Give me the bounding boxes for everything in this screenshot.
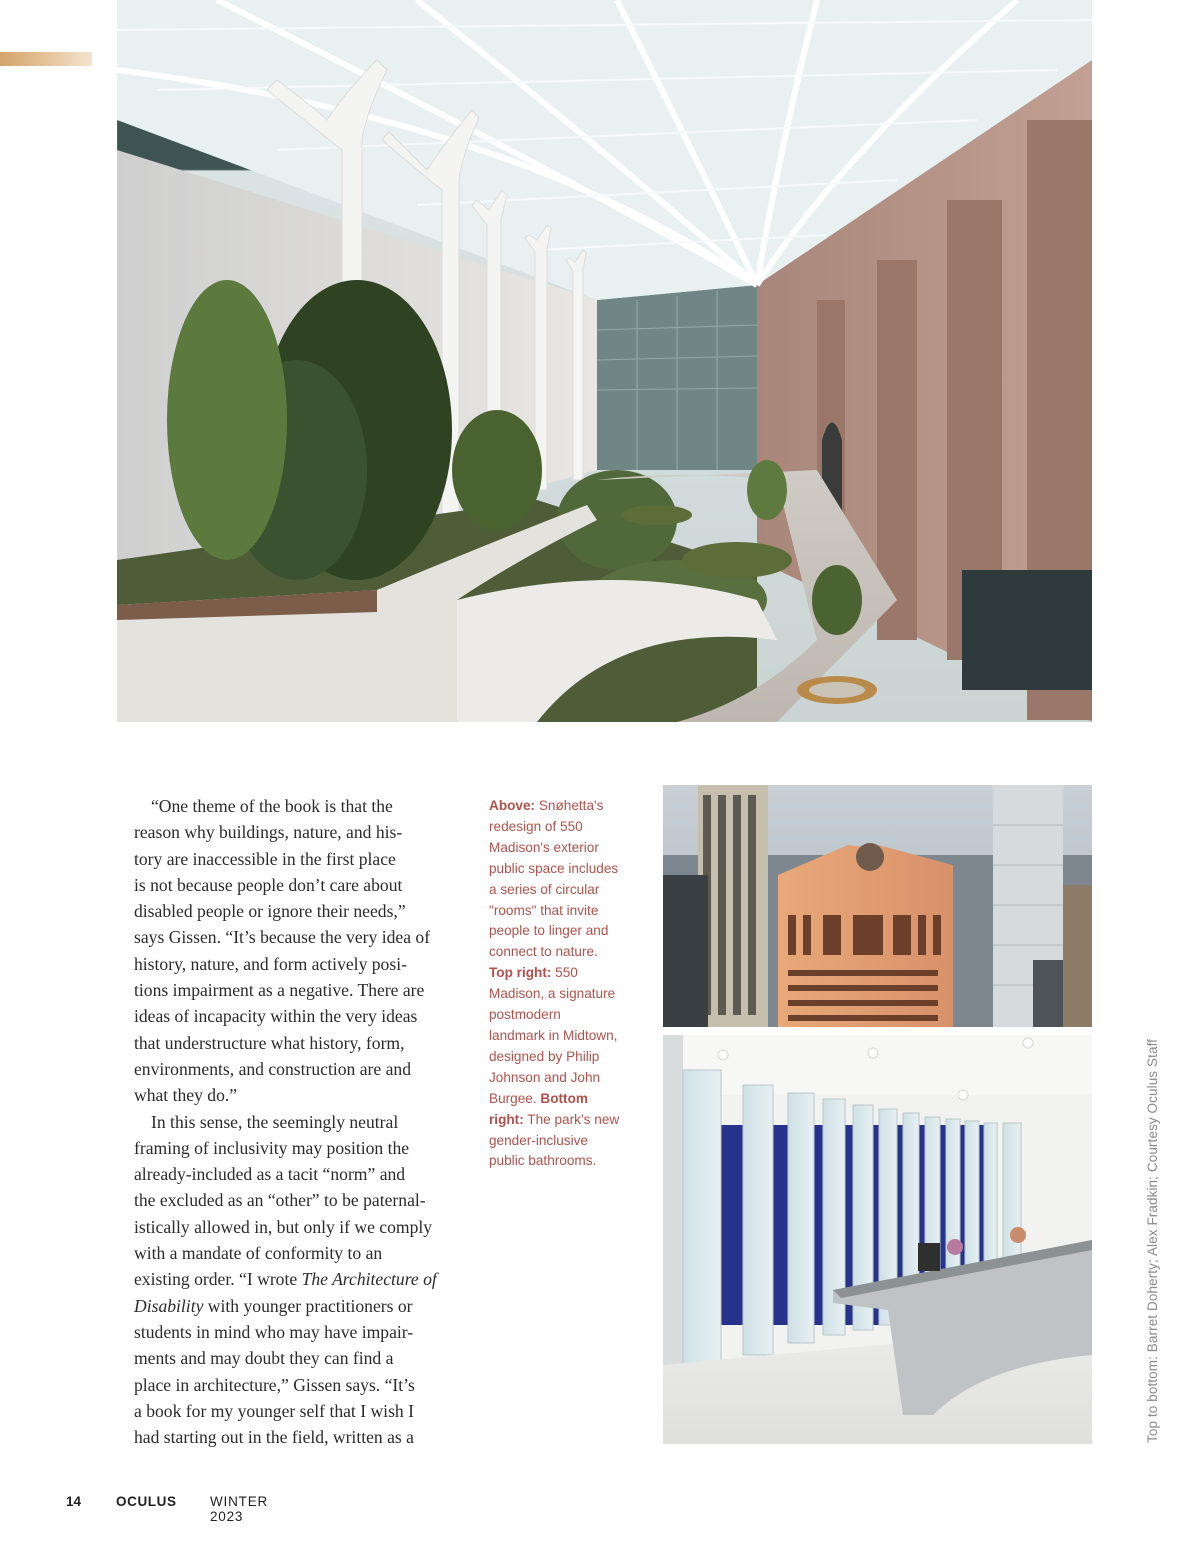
caption-line: landmark in Midtown,: [489, 1027, 618, 1043]
text-line: tions impairment as a negative. There are: [134, 980, 425, 1001]
text-line: is not because people don’t care about: [134, 874, 403, 895]
text-line: with a mandate of conformity to an: [134, 1243, 383, 1264]
photo-public-bathrooms: [663, 1035, 1092, 1444]
photo-caption: [489, 796, 639, 1172]
caption-line: Madison, a signature: [489, 986, 616, 1002]
text-line: framing of inclusivity may position the: [134, 1137, 410, 1158]
caption-line: a series of circular: [489, 881, 600, 897]
tower-illustration: [663, 785, 1092, 1027]
caption-label-bottom-right: Bottom: [540, 1090, 588, 1106]
text-line: had starting out in the field, written as a: [134, 1427, 414, 1448]
text-line: [117, 1293, 423, 1319]
caption-line: connect to nature.: [489, 944, 598, 960]
magazine-name: OCULUS: [116, 1494, 177, 1509]
caption-line: [489, 1089, 639, 1110]
caption-line: [489, 796, 639, 817]
caption-line: [489, 1110, 639, 1131]
text-line: environments, and construction are and: [134, 1058, 412, 1079]
hero-photo-atrium: [117, 0, 1092, 722]
atrium-illustration: [117, 0, 1092, 722]
text-line: ideas of incapacity within the very ideas: [134, 1006, 418, 1027]
caption-line: [489, 963, 639, 984]
paragraph-2: [117, 1109, 437, 1451]
text-line: history, nature, and form actively posi-: [134, 953, 407, 974]
text-line: reason why buildings, nature, and his-: [134, 822, 403, 843]
caption-text: Burgee.: [489, 1090, 541, 1106]
paragraph-1: [117, 793, 431, 1109]
caption-line: Johnson and John: [489, 1069, 601, 1085]
accent-bar: [0, 52, 92, 66]
text-line: disabled people or ignore their needs,”: [134, 901, 406, 922]
text-line: istically allowed in, but only if we comply: [134, 1216, 433, 1237]
caption-line: Madison's exterior: [489, 839, 599, 855]
article-body: [117, 793, 437, 1450]
text-line: “One theme of the book is that the: [151, 796, 393, 816]
text-line: tory are inaccessible in the first place: [134, 848, 396, 869]
caption-line: postmodern: [489, 1007, 561, 1023]
text-line: students in mind who may have impair-: [134, 1321, 414, 1342]
photo-credit: Top to bottom: Barret Doherty; Alex Fradkin; Courtesy Oculus Staff: [1145, 1038, 1160, 1443]
caption-line: "rooms" that invite: [489, 902, 599, 918]
caption-label-bottom-right: right:: [489, 1111, 524, 1127]
caption-line: designed by Philip: [489, 1048, 600, 1064]
issue-label: WINTER 2023: [210, 1494, 269, 1524]
text-line: that understructure what history, form,: [134, 1032, 405, 1053]
bathroom-illustration: [663, 1035, 1092, 1444]
caption-label-top-right: Top right:: [489, 965, 552, 981]
text-line: says Gissen. “It’s because the very idea of: [134, 927, 431, 948]
caption-line: public bathrooms.: [489, 1153, 597, 1169]
caption-line: gender-inclusive: [489, 1132, 588, 1148]
book-title: The Architecture of: [301, 1269, 437, 1290]
caption-text: The park’s new: [523, 1111, 620, 1127]
text-line: [117, 1266, 437, 1292]
text-line: place in architecture,” Gissen says. “It’s: [134, 1374, 415, 1395]
photo-550-madison-tower: [663, 785, 1092, 1027]
text-line: a book for my younger self that I wish I: [134, 1400, 414, 1421]
text-line: ments and may doubt they can find a: [134, 1348, 394, 1369]
text-fragment: existing order. “I wrote: [134, 1269, 302, 1290]
page-number: 14: [66, 1494, 82, 1509]
text-line: what they do.”: [134, 1085, 238, 1106]
caption-line: public space includes: [489, 860, 619, 876]
caption-text: Snøhetta's: [535, 798, 604, 813]
text-line: the excluded as an “other” to be paternal-: [134, 1190, 426, 1211]
caption-line: people to linger and: [489, 923, 609, 939]
caption-line: redesign of 550: [489, 818, 583, 834]
text-fragment: with younger practitioners or: [203, 1295, 413, 1316]
text-line: already-included as a tacit “norm” and: [134, 1164, 406, 1185]
book-title: Disability: [134, 1295, 204, 1316]
caption-text: 550: [551, 965, 578, 981]
caption-label-above: Above:: [489, 798, 536, 813]
text-line: In this sense, the seemingly neutral: [151, 1111, 399, 1132]
